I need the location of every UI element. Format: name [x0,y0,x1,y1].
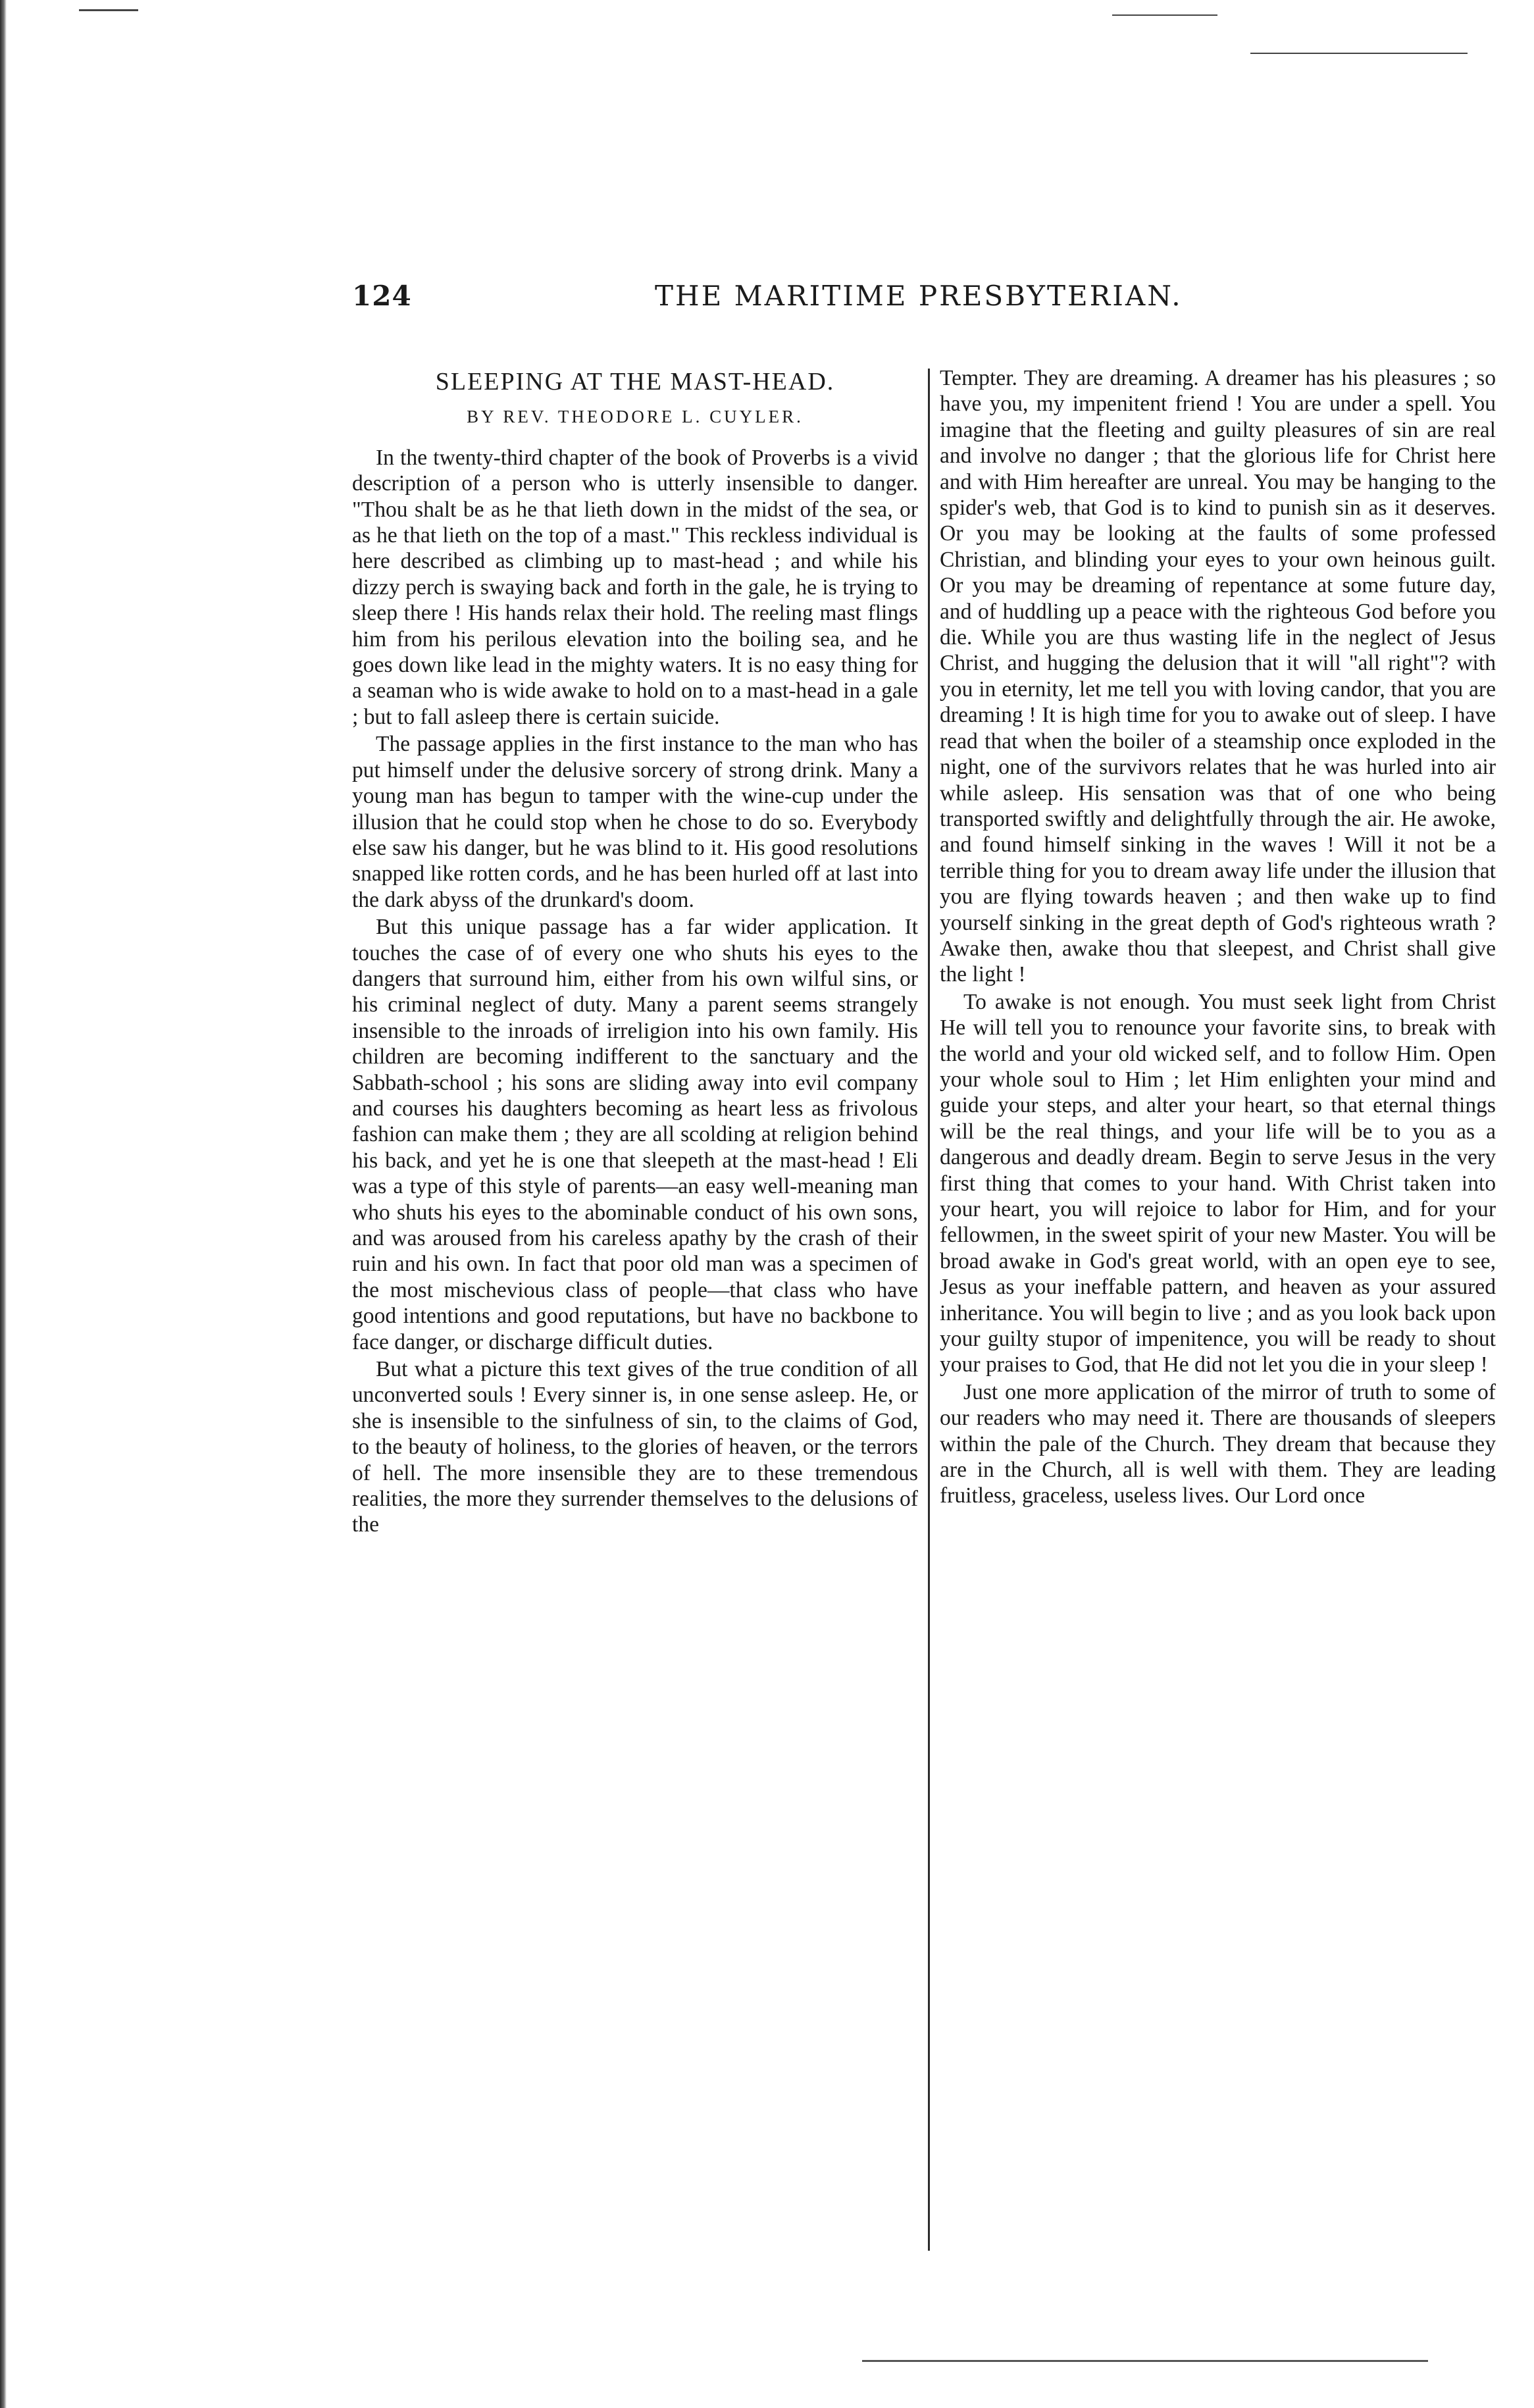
article-byline: BY REV. THEODORE L. CUYLER. [467,407,804,427]
page-number: 124 [352,280,412,312]
journal-title: THE MARITIME PRESBYTERIAN. [655,280,1183,312]
paragraph: In the twenty-third chapter of the book of Proverbs is a vivid description of a person who is utterly insensible to danger. "Thou shalt be as he that lieth down in the midst of the sea, or as he that lieth on the top of a mast." This reckless individual is here described as climbing up to mast-head ; and while his dizzy perch is swaying back and forth in the gale, he is trying to sleep there ! His hands relax their hold. The reeling mast flings him from his perilous elevation into the boiling sea, and he goes down like lead in the mighty waters. It is no easy thing for a seaman who is wide awake to hold on to a mast-head in a gale ; but to fall asleep there is certain suicide. [352,445,918,729]
scan-speck [862,2360,1428,2362]
running-head [352,280,1507,332]
scan-speck [79,9,138,11]
scan-edge-shadow [0,0,7,2408]
scan-speck [1250,53,1468,54]
scan-speck [1112,14,1217,16]
paragraph: To awake is not enough. You must seek light from Christ He will tell you to renounce your favorite sins, to break with the world and your old wicked self, and to follow Him. Open your whole soul to Him ; let Him enlighten your mind and guide your steps, and alter your heart, so that eternal things will be the real things, and your life will be to you as a dangerous and deadly dream. Begin to serve Jesus in the very first thing that comes to your hand. With Christ taken into your heart, you will rejoice to labor for Him, and for your fellowmen, in the sweet spirit of your new Master. You will be broad awake in God's great world, with an open eye to see, Jesus as your ineffable pattern, and heaven as your assured inheritance. You will begin to live ; and as you look back upon your guilty stupor of impenitence, you will be ready to shout your praises to God, that He did not let you die in your sleep ! [940,989,1496,1377]
paragraph: But this unique passage has a far wider application. It touches the case of of every one who shuts his eyes to the dangers that surround him, either from his own wilful sins, or his criminal neglect of duty. Many a parent seems strangely insensible to the inroads of irreligion into his own family. His children are becoming indifferent to the sanctuary and the Sabbath-school ; his sons are sliding away into evil company and courses his daughters becoming as heart less as frivolous fashion can make them ; they are all scolding at religion behind his back, and yet he is one that sleepeth at the mast-head ! Eli was a type of this style of parents—an easy well-meaning man who shuts his eyes to the abominable conduct of his own sons, and was aroused from his careless apathy by the crash of their ruin and his own. In fact that poor old man was a specimen of the most mischevious class of people—that class who have good intentions and good reputations, but have no backbone to face danger, or discharge difficult duties. [352,915,918,1354]
paragraph: Just one more application of the mirror of truth to some of our readers who may need it. There are thousands of sleepers within the pale of the Church. They dream that because they are in the Church, all is well with them. They are leading fruitless, graceless, useless lives. Our Lord once [940,1379,1496,1508]
left-column [352,365,918,2254]
paragraph: The passage applies in the first instance to the man who has put himself under the delusive sorcery of strong drink. Many a young man has begun to tamper with the wine-cup under the illusion that he could stop when he chose to do so. Everybody else saw his danger, but he was blind to it. His good resolutions snapped like rotten cords, and he has been hurled off at last into the dark abyss of the drunkard's doom. [352,732,918,912]
paragraph: Tempter. They are dreaming. A dreamer has his pleasures ; so have you, my impenitent friend ! You are under a spell. You imagine that the fleeting and guilty pleasures of sin are real and involve no danger ; that the glorious life for Christ here and with Him hereafter are unreal. You may be hanging to the spider's web, that God is to kind to punish sin as it deserves. Or you may be looking at the faults of some professed Christian, and blinding your eyes to your own heinous guilt. Or you may be dreaming of repentance at some future day, and of huddling up a peace with the righteous God before you die. While you are thus wasting life in the neglect of Jesus Christ, and hugging the delusion that it will "all right"? with you in eternity, let me tell you with loving candor, that you are dreaming ! It is high time for you to awake out of sleep. I have read that when the boiler of a steamship once exploded in the night, one of the survivors relates that he was hurled into air while asleep. His sensation was that of one who being transported swiftly and delightfully through the air. He awoke, and found himself sinking in the waves ! Will it not be a terrible thing for you to dream away life under the illusion that you are flying towards heaven ; and then wake up to find yourself sinking in the great depth of God's righteous wrath ? Awake then, awake thou that sleepest, and Christ shall give the light ! [940,366,1496,987]
right-column [940,365,1496,2254]
paragraph: But what a picture this text gives of the true condition of all unconverted souls ! Every sinner is, in one sense asleep. He, or she is insensible to the sinfulness of sin, to the claims of God, to the beauty of holiness, to the glories of heaven, or the terrors of hell. The more insensible they are to these tremendous realities, the more they surrender themselves to the delusions of the [352,1357,918,1537]
article-title: SLEEPING AT THE MAST-HEAD. [435,368,835,396]
column-divider [928,369,930,2251]
